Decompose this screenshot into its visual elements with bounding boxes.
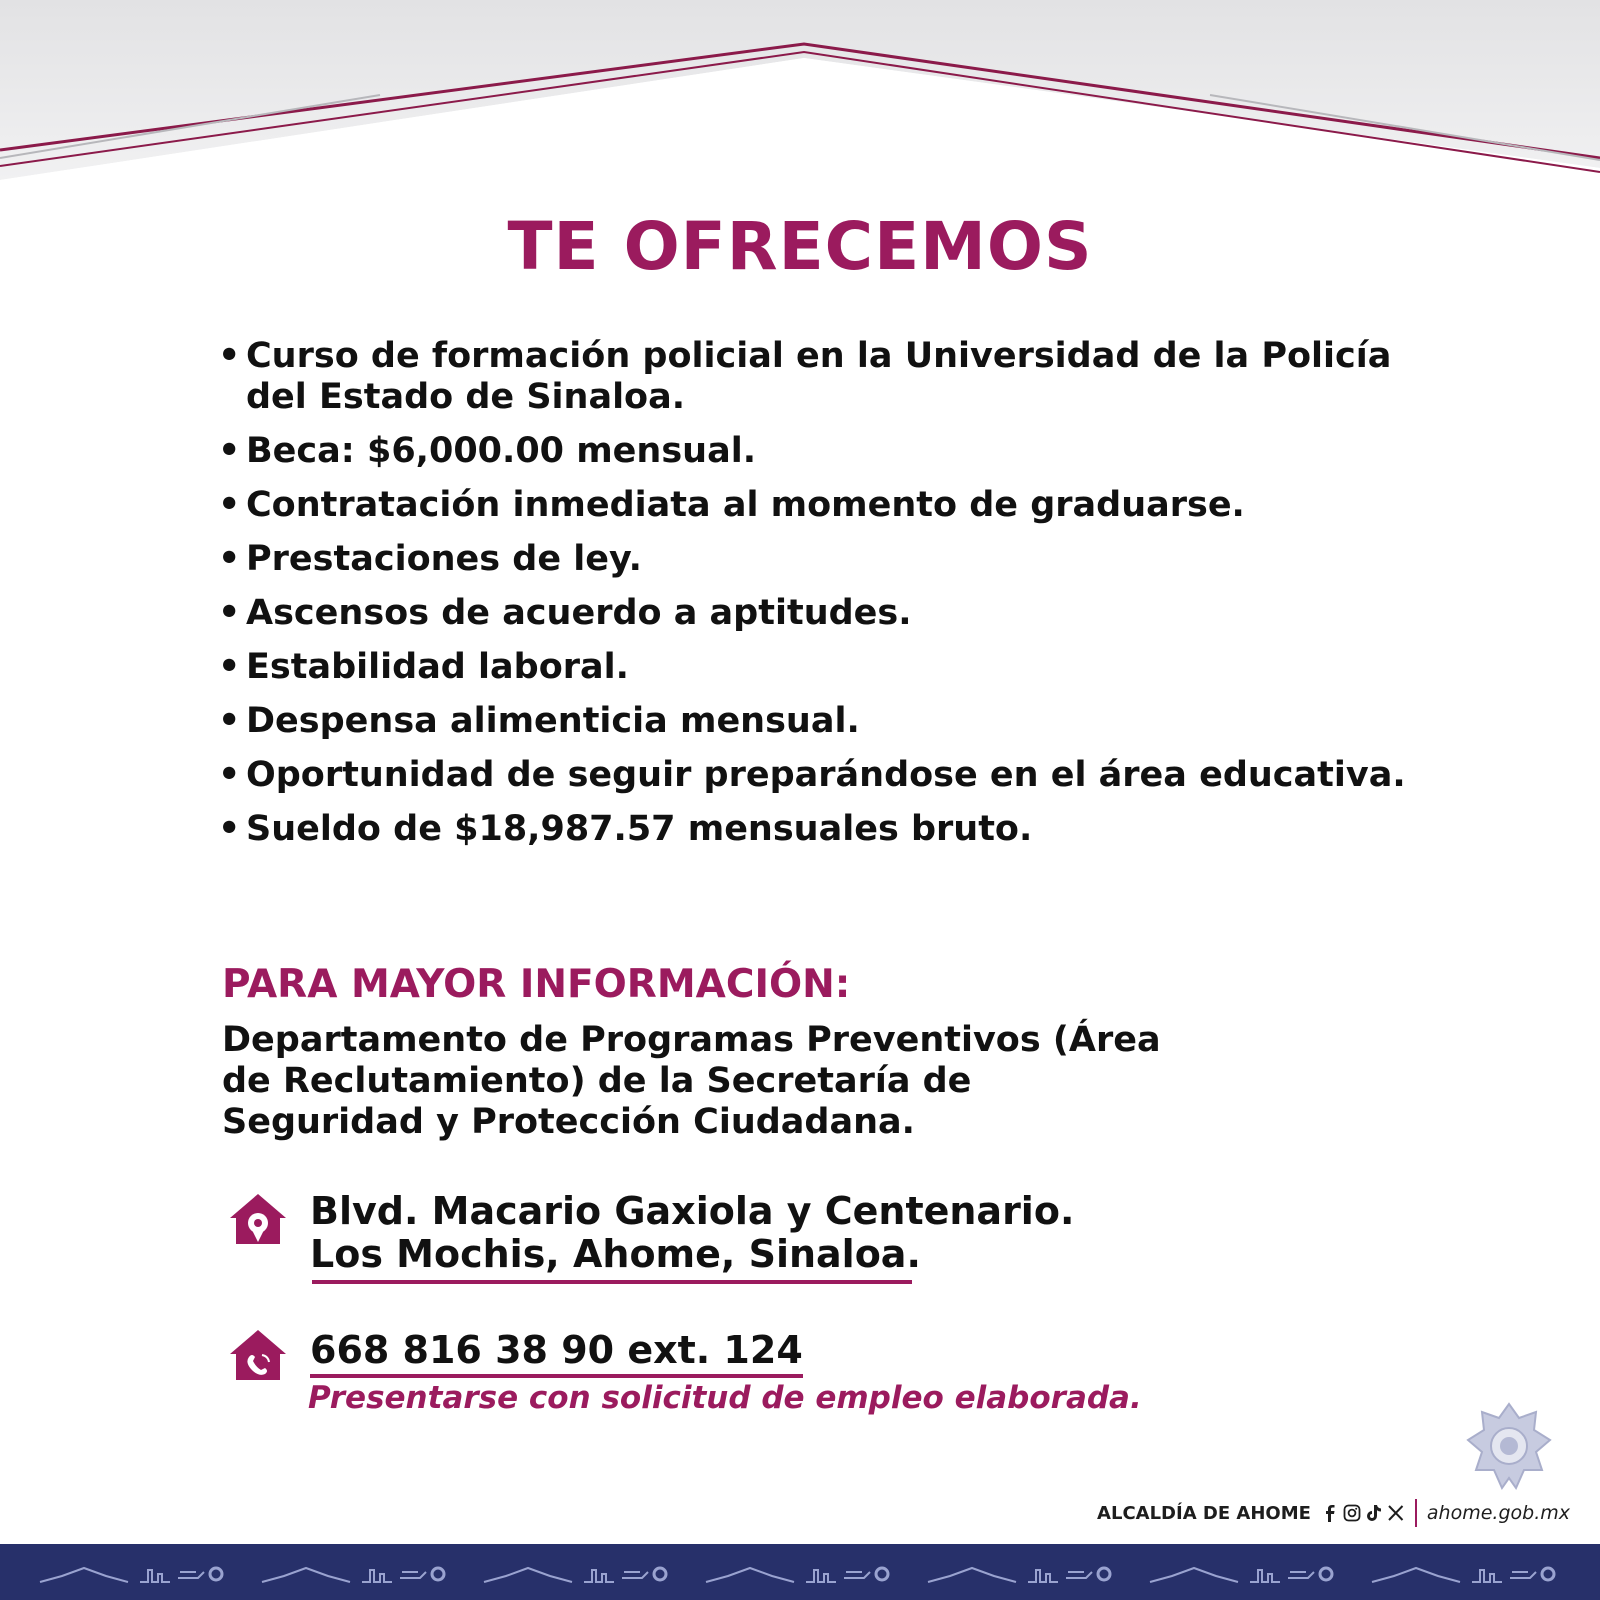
benefits-list [218,336,1418,863]
gear-pattern-icon [210,1568,222,1580]
benefit-text: Beca: $6,000.00 mensual. [246,431,756,471]
tractor-pattern-icon [622,1572,648,1578]
list-item: • Despensa alimenticia mensual. [218,701,860,741]
tractor-pattern-icon [1288,1572,1314,1578]
tractor-pattern-icon [400,1572,426,1578]
gear-pattern-icon [1542,1568,1554,1580]
landmark-pattern-icon [1150,1568,1238,1582]
building-pattern-icon [362,1570,392,1582]
department-text: Departamento de Programas Preventivos (Área de Reclutamiento) de la Secretaría de Seguridad y Protección Ciudadana. [222,1020,1161,1142]
building-pattern-icon [806,1570,836,1582]
landmark-pattern-icon [40,1568,128,1582]
footer-divider [1415,1499,1417,1527]
building-pattern-icon [584,1570,614,1582]
tractor-pattern-icon [1510,1572,1536,1578]
list-item: • Contratación inmediata al momento de graduarse. [218,485,1245,525]
benefit-text: Prestaciones de ley. [246,539,642,579]
x-icon[interactable] [1387,1503,1405,1523]
info-heading: PARA MAYOR INFORMACIÓN: [222,962,851,1007]
police-star-badge-icon [1466,1402,1552,1492]
list-item: • Sueldo de $18,987.57 mensuales bruto. [218,809,1033,849]
benefit-text: Estabilidad laboral. [246,647,629,687]
location-home-icon [228,1192,288,1246]
page-title: TE OFRECEMOS [507,208,1093,285]
top-banner [0,0,1600,200]
gear-pattern-icon [654,1568,666,1580]
gear-pattern-icon [876,1568,888,1580]
benefit-text: Despensa alimenticia mensual. [246,701,860,741]
list-item: • Ascensos de acuerdo a aptitudes. [218,593,912,633]
social-icons [1321,1503,1405,1523]
footer-pattern [0,1544,1600,1600]
gear-pattern-icon [1320,1568,1332,1580]
building-pattern-icon [1028,1570,1058,1582]
footer-credits [1097,1498,1570,1528]
tractor-pattern-icon [844,1572,870,1578]
gear-pattern-icon [1098,1568,1110,1580]
footer-band [0,1544,1600,1600]
list-item: • Curso de formación policial en la Universidad de la Policía del Estado de Sinaloa. [218,336,1392,417]
landmark-pattern-icon [484,1568,572,1582]
list-item: • Prestaciones de ley. [218,539,642,579]
instagram-icon[interactable] [1343,1503,1361,1523]
list-item: • Oportunidad de seguir preparándose en el área educativa. [218,755,1406,795]
org-name: ALCALDÍA DE AHOME [1097,1502,1311,1524]
benefit-text: Contratación inmediata al momento de graduarse. [246,485,1245,525]
website-link[interactable]: ahome.gob.mx [1426,1502,1570,1524]
gear-pattern-icon [432,1568,444,1580]
facebook-icon[interactable] [1321,1503,1339,1523]
landmark-pattern-icon [928,1568,1016,1582]
benefit-text: Ascensos de acuerdo a aptitudes. [246,593,912,633]
benefit-text: Sueldo de $18,987.57 mensuales bruto. [246,809,1033,849]
benefit-text: Curso de formación policial en la Universidad de la Policía del Estado de Sinaloa. [246,336,1392,417]
building-pattern-icon [1472,1570,1502,1582]
list-item: • Beca: $6,000.00 mensual. [218,431,756,471]
phone-home-icon [228,1328,288,1382]
landmark-pattern-icon [1372,1568,1460,1582]
landmark-pattern-icon [706,1568,794,1582]
application-note: Presentarse con solicitud de empleo elaborada. [308,1380,1142,1416]
address-underline [312,1280,912,1284]
building-pattern-icon [140,1570,170,1582]
address-line-2: Los Mochis, Ahome, Sinaloa. [310,1232,921,1276]
address-line-1: Blvd. Macario Gaxiola y Centenario. [310,1189,1075,1233]
benefit-text: Oportunidad de seguir preparándose en el área educativa. [246,755,1406,795]
list-item: • Estabilidad laboral. [218,647,629,687]
tiktok-icon[interactable] [1365,1503,1383,1523]
building-pattern-icon [1250,1570,1280,1582]
address [310,1190,1074,1276]
tractor-pattern-icon [178,1572,204,1578]
tractor-pattern-icon [1066,1572,1092,1578]
landmark-pattern-icon [262,1568,350,1582]
phone-number[interactable]: 668 816 38 90 ext. 124 [310,1328,803,1378]
